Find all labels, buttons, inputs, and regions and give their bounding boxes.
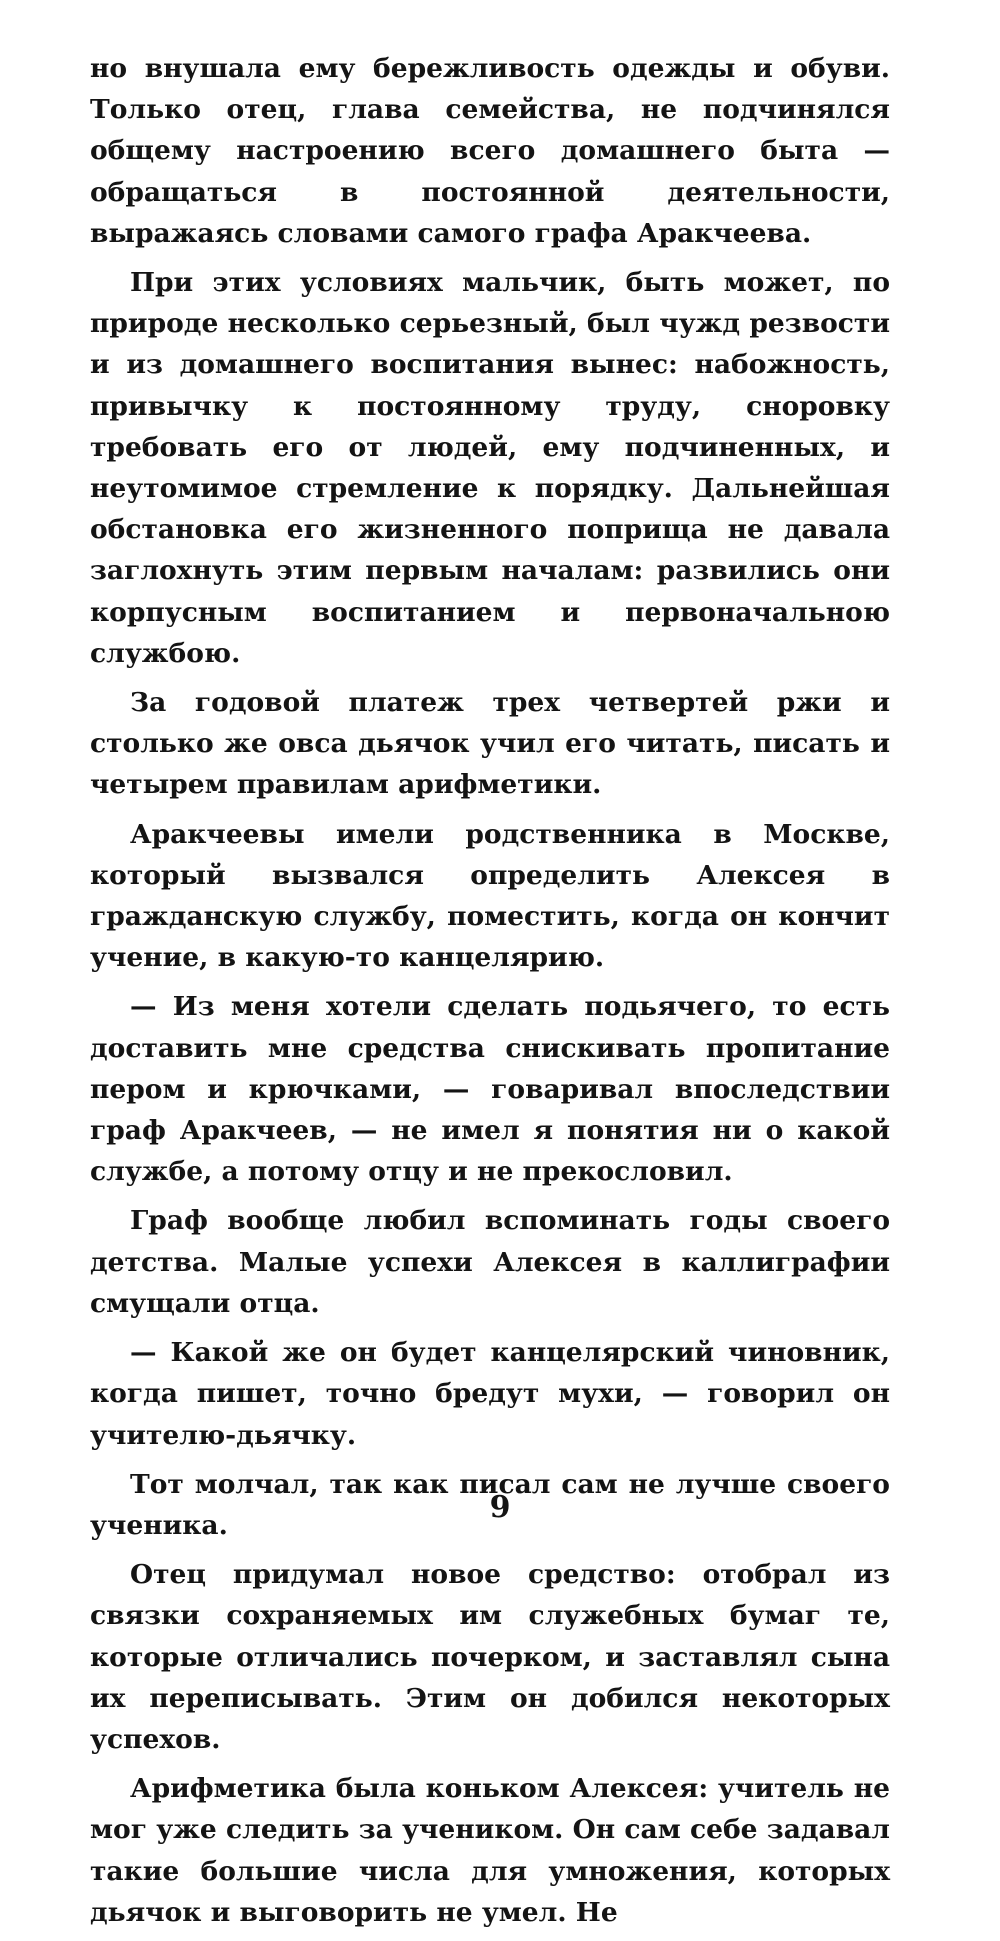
paragraph-8: Тот молчал, так как писал сам не лучше своего ученика. xyxy=(90,1468,890,1541)
paragraph-2: При этих условиях мальчик, быть может, по природе несколько серьезный, был чужд резвости и из домашнего воспитания вынес: набожность, привычку к постоянному труду, сноровку требовать его от людей, ему подчиненных, и неутомимое стремление к порядку. Дальнейшая обстановка его жизненного поприща не давала заглохнуть этим первым началам: развились они корпусным воспитанием и первоначальною службою. xyxy=(90,267,890,669)
paragraph-6: Граф вообще любил вспоминать годы своего детства. Малые успехи Алексея в каллиграфии смущали отца. xyxy=(90,1205,890,1319)
paragraph-4: Аракчеевы имели родственника в Москве, который вызвался определить Алексея в гражданскую службу, поместить, когда он кончит учение, в какую-то канцелярию. xyxy=(90,818,890,974)
page-number: 9 xyxy=(489,1490,511,1525)
paragraph-3: За годовой платеж трех четвертей ржи и столько же овса дьячок учил его читать, писать и четырем правилам арифметики. xyxy=(90,687,890,801)
paragraph-7: — Какой же он будет канцелярский чиновник, когда пишет, точно бредут мухи, — говорил он учителю-дьячку. xyxy=(90,1337,890,1451)
paragraph-1: но внушала ему бережливость одежды и обуви. Только отец, глава семейства, не подчинялся общему настроению всего домашнего быта — обращаться в постоянной деятельности, выражаясь словами самого графа Аракчеева. xyxy=(90,53,890,249)
paragraph-9: Отец придумал новое средство: отобрал из связки сохраняемых им служебных бумаг те, которые отличались почерком, и заставлял сына их переписывать. Этим он добился некоторых успехов. xyxy=(90,1559,890,1755)
paragraph-5: — Из меня хотели сделать подьячего, то есть доставить мне средства снискивать пропитание пером и крючками, — говаривал впоследствии граф Аракчеев, — не имел я понятия ни о какой службе, а потому отцу и не прекословил. xyxy=(90,991,890,1188)
paragraph-10: Арифметика была коньком Алексея: учитель не мог уже следить за учеником. Он сам себе задавал такие большие числа для умножения, которых дьячок и выговорить не умел. Не xyxy=(90,1773,890,1928)
page-body xyxy=(90,48,890,1941)
